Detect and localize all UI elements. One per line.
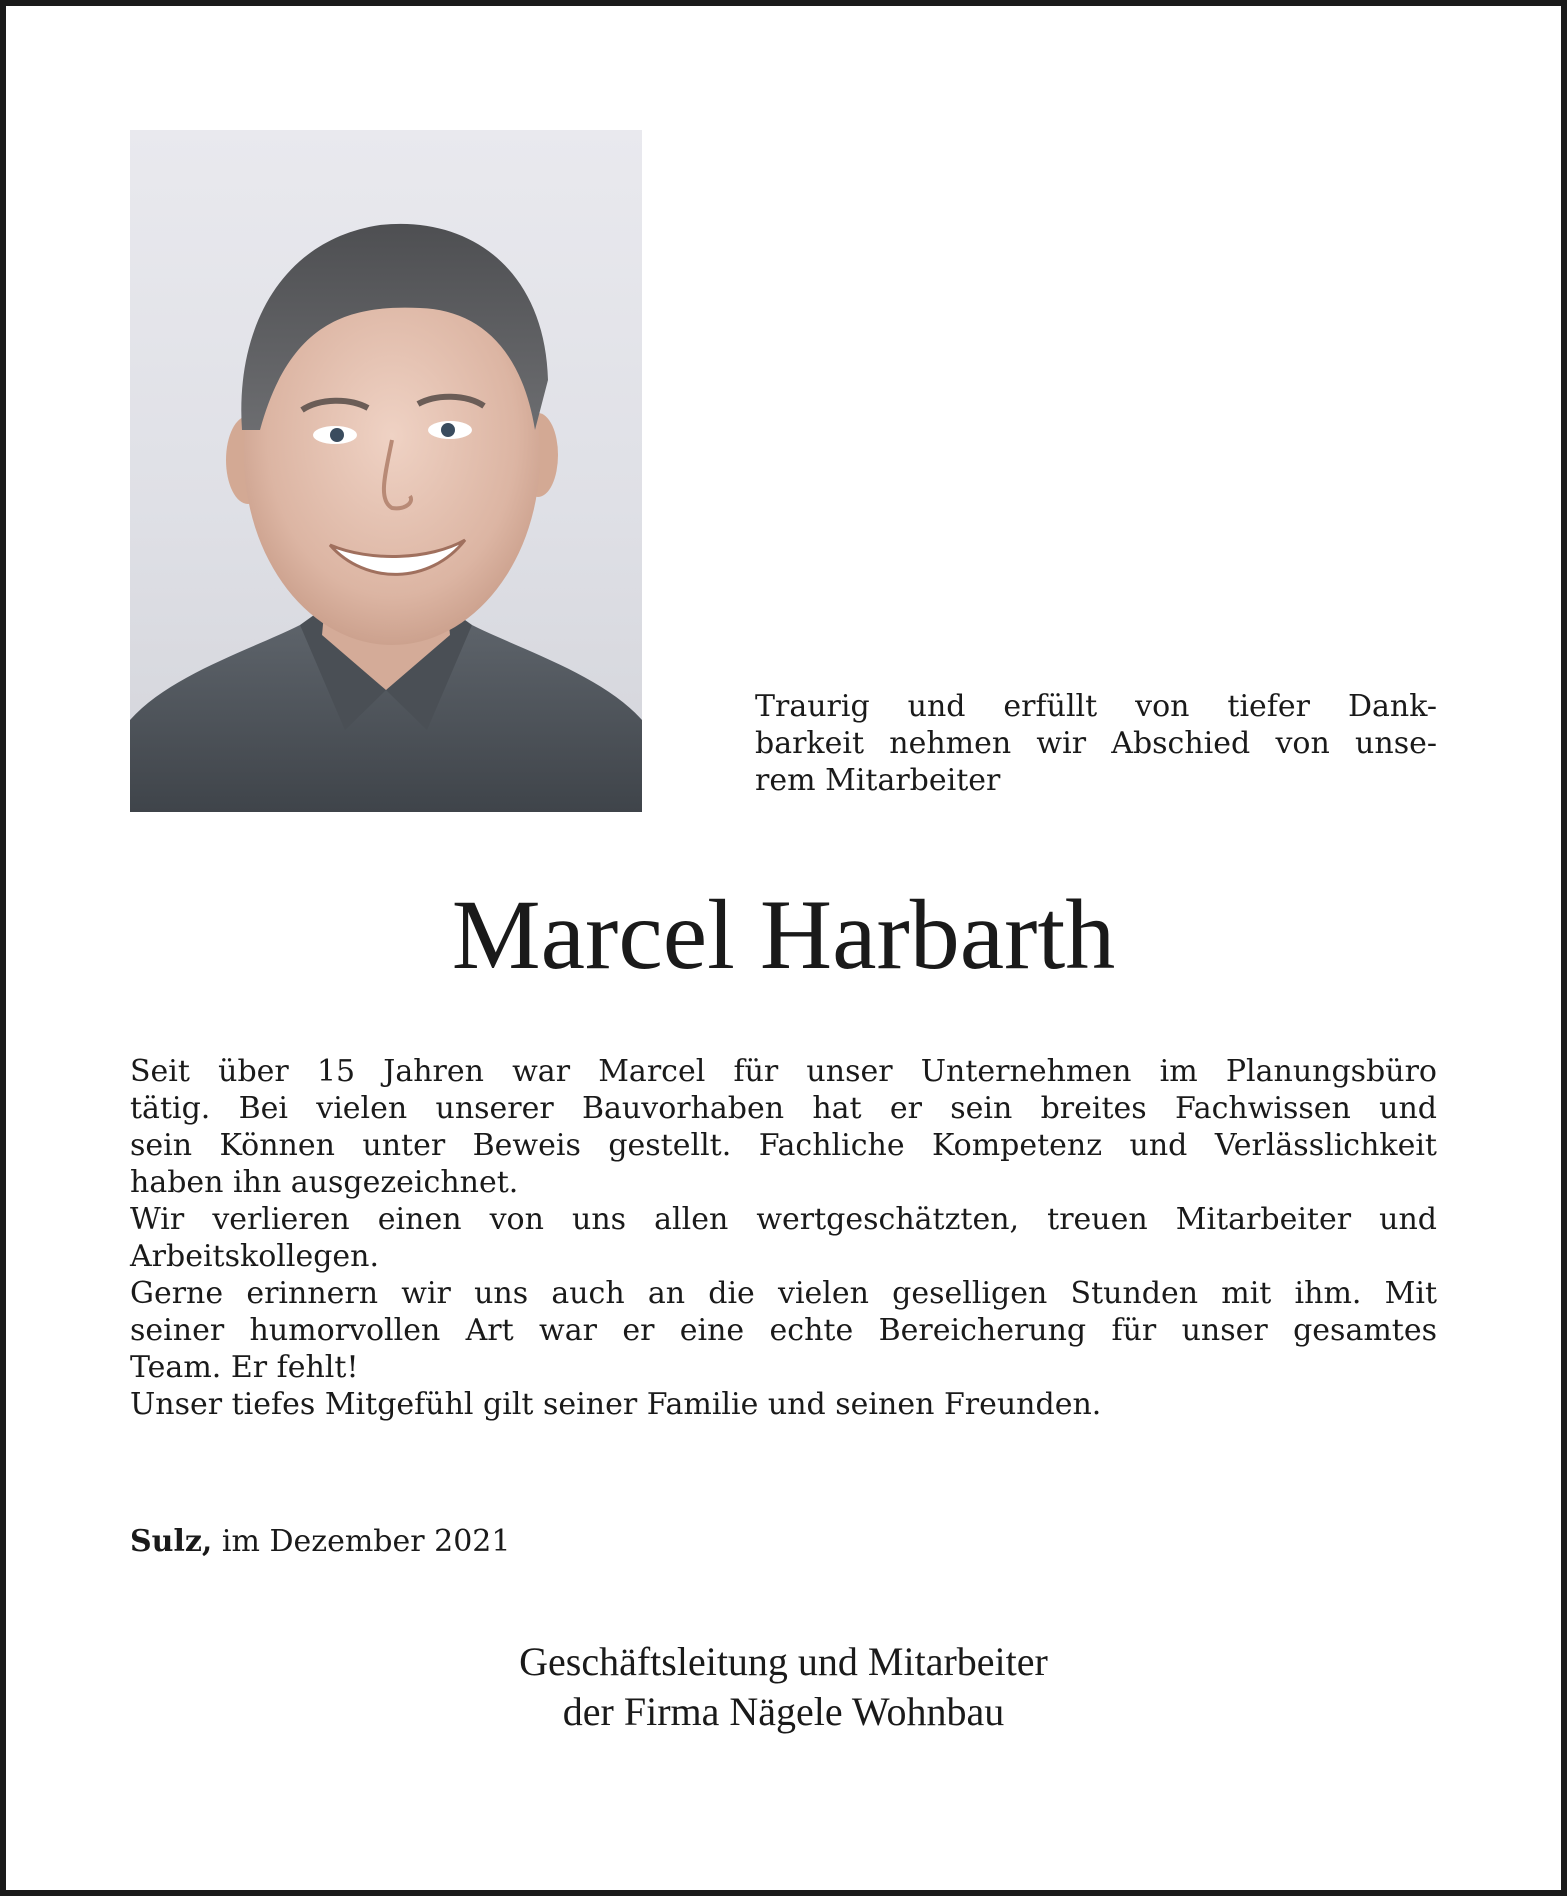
body-line: Unser tiefes Mitgefühl gilt seiner Familie und seinen Freunden.: [130, 1387, 1102, 1422]
place: Sulz,: [130, 1524, 213, 1559]
body-line: haben ihn ausgezeichnet.: [130, 1165, 519, 1200]
intro-line: barkeit nehmen wir Abschied von unse-: [755, 726, 1437, 761]
intro-line: Traurig und erfüllt von tiefer Dank-: [755, 689, 1437, 724]
place-date: [130, 1523, 510, 1560]
body-line: seiner humorvollen Art war er eine echte Bereicherung für unser gesamtes: [130, 1313, 1437, 1348]
signature-line-1: Geschäftsleitung und Mitarbeiter: [519, 1639, 1048, 1684]
signature: [0, 1637, 1567, 1737]
body-line: Arbeitskollegen.: [130, 1239, 380, 1274]
date: im Dezember 2021: [221, 1524, 511, 1559]
obituary-body: [130, 1053, 1437, 1423]
deceased-name: Marcel Harbarth: [451, 879, 1116, 990]
body-line: tätig. Bei vielen unserer Bauvorhaben hat er sein breites Fachwissen und: [130, 1091, 1437, 1126]
signature-line-2: der Firma Nägele Wohnbau: [562, 1689, 1005, 1734]
body-line: sein Können unter Beweis gestellt. Fachliche Kompetenz und Verlässlichkeit: [130, 1128, 1437, 1163]
body-line: Gerne erinnern wir uns auch an die vielen geselligen Stunden mit ihm. Mit: [130, 1276, 1437, 1311]
portrait-photo: [130, 130, 642, 812]
body-line: Team. Er fehlt!: [130, 1350, 359, 1385]
intro-line: rem Mitarbeiter: [755, 763, 1001, 798]
body-line: Wir verlieren einen von uns allen wertgeschätzten, treuen Mitarbeiter und: [130, 1202, 1437, 1237]
portrait-illustration: [130, 130, 642, 812]
intro-text: [755, 688, 1437, 799]
body-line: Seit über 15 Jahren war Marcel für unser Unternehmen im Planungsbüro: [130, 1054, 1437, 1089]
